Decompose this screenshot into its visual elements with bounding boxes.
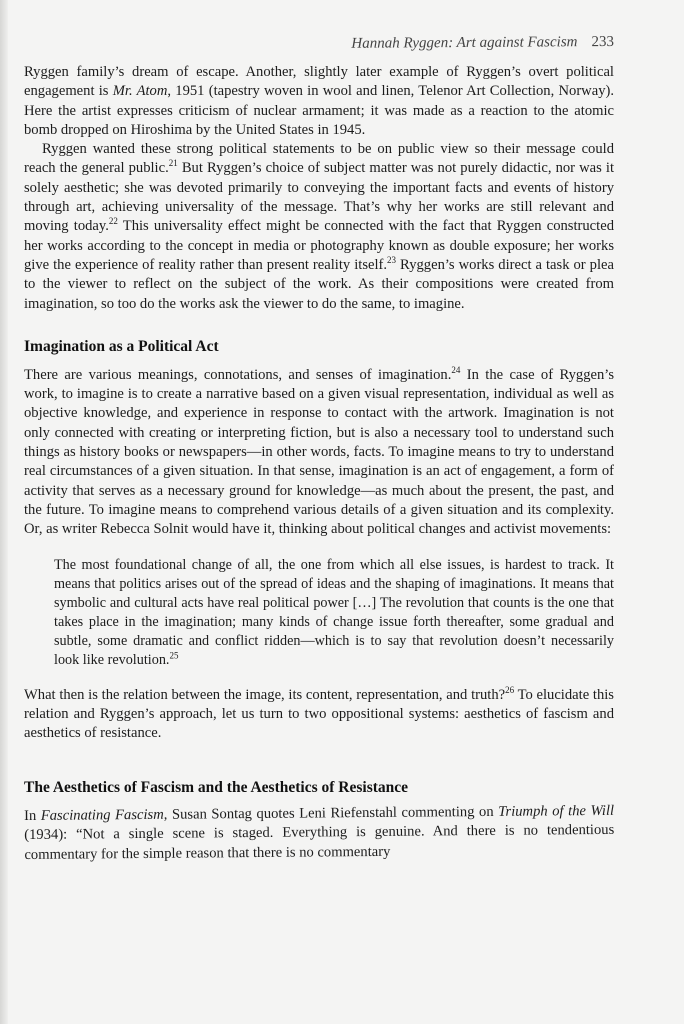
section-heading-aesthetics: The Aesthetics of Fascism and the Aesthetics of Resistance: [24, 779, 409, 797]
italic-title: Fascinating Fascism: [40, 807, 164, 825]
text-run: In the case of Ryggen’s work, to imagine is to create a narrative based on a given visual representation, individual as well as objective knowledge, and experience in response to contact with the artwork. Imagination is not only connected with creating or interpreting fiction, but is also a necessary tool to understand such things as history books or newspapers—in other words, facts. To imagine means to try to understand real circumstances of a given situation. In that sense, imagination is an act of engagement, a form of activity that serves as a necessary ground for knowledge—as much about the present, the past, and the future. To imagine means to comprehend various details of a given situation and its complexity. Or, as writer Rebecca Solnit would have it, thinking about political changes and activist movements:: [24, 366, 614, 538]
footnote-ref: 24: [451, 365, 461, 375]
footnote-ref: 23: [387, 255, 397, 266]
text-run: , Susan Sontag quotes Leni Riefenstahl commenting on: [163, 804, 499, 824]
text-run: This universality effect might be connected with the fact that Ryggen constructed her works according to the concept in media or photography known as double exposure; her works give the experience of reality rather than present reality itself.: [24, 218, 614, 273]
text-run: Ryggen family’s dream of escape. Another, slightly later example of Ryggen’s overt political engagement is: [24, 64, 614, 100]
text-run: There are various meanings, connotations, and senses of imagination.: [24, 366, 452, 383]
book-page: [24, 33, 615, 865]
blockquote-solnit: [54, 556, 614, 670]
book-gutter-shadow: [0, 0, 8, 1024]
page-number: 233: [591, 33, 615, 51]
italic-title: Triumph of the Will: [498, 803, 615, 821]
paragraph-after-quote: [24, 686, 614, 744]
text-run: What then is the relation between the image, its content, representation, and truth?: [24, 686, 506, 703]
text-run: , 1951 (tapestry woven in wool and linen, Telenor Art Collection, Norway). Here the artist expresses criticism of nuclear armament; it was made as a reaction to the atomic bomb dropped on Hiroshima by the United States in 1945.: [24, 83, 614, 138]
section-aesthetics: [24, 779, 614, 865]
text-run: To elucidate this relation and Ryggen’s approach, let us turn to two oppositional systems: aesthetics of fascism and aesthetics of resistance.: [24, 686, 614, 742]
running-head-title: Hannah Ryggen: Art against Fascism: [351, 34, 578, 52]
blockquote-text: [54, 556, 614, 670]
paragraph-intro-1: [24, 63, 614, 140]
text-run: Ryggen’s works direct a task or plea to the viewer to reflect on the subject of the work. As their compositions were created from imagination, so too do the works ask the viewer to do the same, to imagine.: [24, 256, 614, 312]
paragraph-intro-2: [24, 140, 614, 314]
footnote-ref: 25: [169, 649, 179, 660]
text-run: In: [24, 808, 41, 825]
footnote-ref: 22: [108, 216, 118, 227]
paragraph-imagination: [24, 366, 614, 540]
paragraph-aesthetics: [24, 802, 614, 865]
footnote-ref: 26: [505, 684, 515, 695]
text-run: Ryggen wanted these strong political statements to be on public view so their message could reach the general public.: [24, 141, 614, 177]
text-run: The most foundational change of all, the one from which all else issues, is hardest to track. It means that politics arises out of the spread of ideas and the shaping of imaginations. It means that symbolic and cultural acts have real political power […] The revolution that counts is the one that takes place in the imagination; many kinds of change issue forth thereafter, some gradual and subtle, some dramatic and conflict ridden—which is to say that revolution doesn’t necessarily look like revolution.: [54, 556, 614, 668]
running-head: [24, 34, 614, 55]
section-heading-imagination: Imagination as a Political Act: [24, 337, 219, 355]
text-run: (1934): “Not a single scene is staged. Everything is genuine. And there is no tendentious commentary for the simple reason that there is no commentary: [24, 822, 615, 864]
footnote-ref: 21: [168, 158, 178, 169]
text-run: But Ryggen’s choice of subject matter was not purely didactic, nor was it solely aesthetic; she was devoted primarily to conveying the important facts and events of history through art, achieving universality of the message. That’s why her works are still relevant and moving today.: [24, 160, 614, 235]
italic-title: Mr. Atom: [112, 83, 168, 100]
